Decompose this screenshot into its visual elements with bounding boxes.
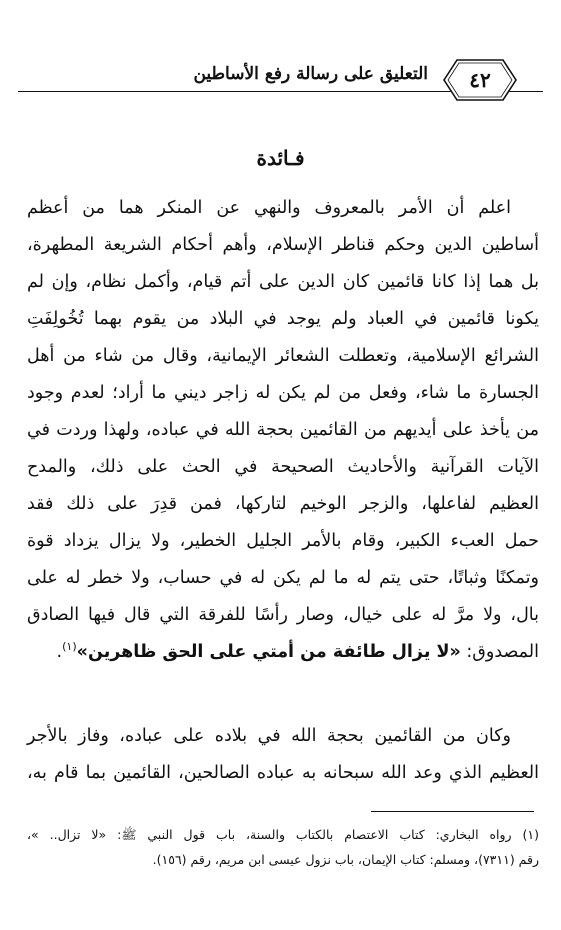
- paragraph-line: بال، ولا مرَّ له على خيال، وصار رأسًا للفرقة التي قال فيها الصادق: [27, 605, 539, 625]
- paragraph-line: حمل العبء الكبير، وقام بالأمر الجليل الخطير، ولا يزال يزداد قوة: [27, 531, 539, 551]
- footnote-line: رقم (٧٣١١)، ومسلم: كتاب الإيمان، باب نزول عيسى ابن مريم، رقم (١٥٦).: [152, 852, 539, 867]
- paragraph-line: وتمكنًا وثباتًا، حتى يتم له ما لم يكن له في حساب، ولا خطر له على: [27, 568, 539, 588]
- footnote-separator: [371, 811, 534, 812]
- paragraph-last-line: [27, 634, 539, 671]
- running-title: التعليق على رسالة رفع الأساطين: [193, 64, 428, 84]
- paragraph-line: العظيم الذي وعد الله سبحانه به عباده الصالحين، القائمين بما قام به،: [27, 763, 539, 783]
- paragraph-line: الشرائع الإسلامية، وتعطلت الشعائر الإيمانية، وقال من شاء من أهل: [27, 346, 539, 366]
- paragraph-line: بل هما إذا كانا قائمين كان الدين على أتم قيام، وأكمل نظام، وإن لم: [27, 272, 539, 292]
- footnote-reference[interactable]: (١): [62, 640, 77, 654]
- paragraph-line: أساطين الدين وحكم قناطر الإسلام، وأهم أحكام الشريعة المطهرة،: [27, 235, 539, 255]
- footnote-line: (١) رواه البخاري: كتاب الاعتصام بالكتاب والسنة، باب قول النبي ﷺ: «لا تزال.. »،: [27, 827, 539, 842]
- paragraph-line: وكان من القائمين بحجة الله في بلاده على عباده، وفاز بالأجر: [27, 726, 511, 746]
- last-line-prefix: المصدوق:: [460, 642, 539, 662]
- paragraph-line: العظيم لفاعلها، والزجر الوخيم لتاركها، فمن قدِرَ على ذلك فقد: [27, 494, 539, 514]
- hadith-quote: «لا يزال طائفة من أمتي على الحق ظاهرين»: [76, 642, 461, 662]
- paragraph-line: يكونا قائمين في العباد ولم يوجد في البلاد من يقوم بهما تُخُولِفَتِ: [27, 309, 539, 329]
- footnotes: [27, 822, 539, 872]
- paragraph-line: اعلم أن الأمر بالمعروف والنهي عن المنكر هما من أعظم: [27, 198, 511, 218]
- paragraph-line: الآيات القرآنية والأحاديث الصحيحة في الحث على ذلك، والمدح: [27, 457, 539, 477]
- section-title: فـائدة: [256, 146, 305, 170]
- page-number: ٤٢: [469, 68, 491, 92]
- paragraph-line: الجسارة ما شاء، وفعل من لم يكن له زاجر ديني ما أراد؛ لعدم وجود: [27, 383, 539, 403]
- main-paragraph: [27, 190, 539, 671]
- second-paragraph: [27, 718, 539, 792]
- page-number-badge: [443, 58, 517, 102]
- page-header: [18, 50, 543, 94]
- last-line-suffix: .: [56, 642, 63, 662]
- paragraph-line: من يأخذ على أيديهم من القائمين بحجة الله في عباده، ولهذا وردت في: [27, 420, 539, 440]
